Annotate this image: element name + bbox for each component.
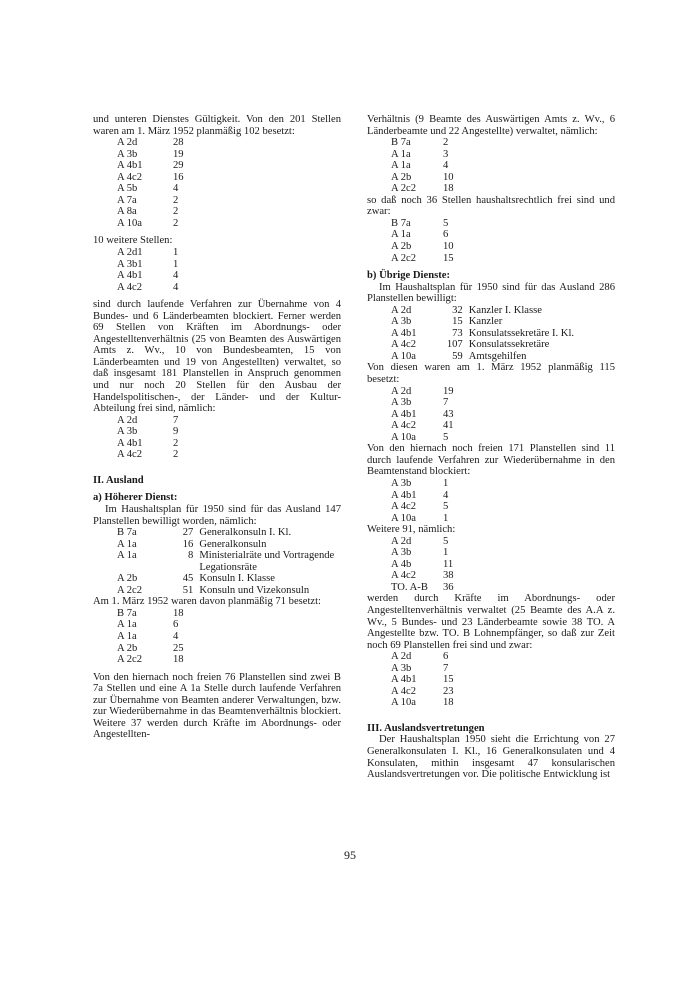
count-cell: 4 [173,281,179,293]
staff-table [117,527,341,596]
count-cell: 1 [443,547,449,559]
salary-group-cell: A 3b [391,662,412,674]
table-row [117,619,207,631]
count-cell: 4 [443,489,449,501]
count-cell: 18 [443,183,454,195]
description-cell: Kanzler [468,316,503,328]
paragraph: werden durch Kräfte im Abordnungs- oder Angestelltenverhältnis verwaltet (25 Beamte des A.A z. Wv., 5 Bundes- und 23 Länderbeamte sowie 38 TO. A Angestellte bzw. TO. B Lohnempfänger, so daß zur Zeit noch 69 Planstellen frei sind und zwar: [367,593,615,651]
salary-group-cell: A 5b [117,183,138,195]
count-cell: 10 [443,241,454,253]
salary-group-cell: A 3b1 [117,258,143,270]
salary-group-cell: A 2b [391,171,412,183]
subsection-heading: a) Höherer Dienst: [93,492,178,504]
table-row [117,449,207,461]
salary-group-cell: A 7a [117,194,137,206]
salary-group-cell: A 4b1 [391,327,417,339]
table-row [391,172,477,184]
salary-group-cell: A 4c2 [117,449,143,461]
description-cell: Ministerialräte und Vortragende Legationsräte [199,550,335,573]
count-cell: 107 [446,339,463,351]
salary-group-cell: A 2d [391,385,412,397]
count-cell: 1 [443,477,449,489]
table-row [117,218,207,230]
salary-group-cell: B 7a [117,527,137,539]
count-cell: 4 [173,183,179,195]
staff-table [117,415,207,461]
table-row [117,195,207,207]
table-row [117,160,207,172]
table-row [391,305,615,317]
description-cell: Konsulatssekretäre [468,339,550,351]
count-cell: 7 [173,414,179,426]
count-cell: 2 [173,217,179,229]
table-row [391,513,477,525]
salary-group-cell: B 7a [117,607,137,619]
salary-group-cell: A 4c2 [117,281,143,293]
description-cell: Kanzler I. Klasse [468,304,542,316]
salary-group-cell: A 2c2 [117,584,143,596]
table-row [391,229,477,241]
salary-group-cell: A 3b [117,426,138,438]
staff-table [391,137,477,195]
table-row [391,547,477,559]
count-cell: 36 [443,581,454,593]
description-cell: Generalkonsuln [199,538,267,550]
salary-group-cell: A 4b [391,558,412,570]
count-cell: 4 [173,270,179,282]
table-row [391,432,477,444]
salary-group-cell: A 1a [117,619,137,631]
salary-group-cell: A 4b1 [117,160,143,172]
count-cell: 59 [452,350,463,362]
table-row [391,339,615,351]
salary-group-cell: A 4b1 [391,674,417,686]
count-cell: 19 [443,385,454,397]
paragraph: Von diesen waren am 1. März 1952 planmäßig 115 besetzt: [367,362,615,386]
paragraph: Weitere 91, nämlich: [367,524,456,536]
count-cell: 7 [443,397,449,409]
count-cell: 15 [443,252,454,264]
count-cell: 25 [173,642,184,654]
salary-group-cell: A 1a [117,550,137,562]
salary-group-cell: A 2c2 [391,183,417,195]
count-cell: 9 [173,426,179,438]
salary-group-cell: A 2b [391,241,412,253]
count-cell: 1 [173,247,179,259]
count-cell: 1 [173,258,179,270]
count-cell: 73 [452,327,463,339]
count-cell: 5 [443,217,449,229]
staff-table [117,608,207,666]
table-row [117,585,341,597]
count-cell: 16 [173,171,184,183]
count-cell: 10 [443,171,454,183]
salary-group-cell: A 3b [117,148,138,160]
staff-table [391,218,477,264]
salary-group-cell: A 10a [391,512,417,524]
salary-group-cell: A 2d [391,651,412,663]
count-cell: 32 [452,304,463,316]
table-row [117,426,207,438]
section-heading: II. Ausland [93,474,144,486]
paragraph: Der Haushaltsplan 1950 sieht die Errichtung von 27 Generalkonsulaten I. Kl., 16 Generalkonsulaten und 4 Konsulaten, mithin insgesamt 47 konsularischen Auslandsvertretungen vor. Die politische Entwicklung ist [367,734,615,781]
staff-table [391,478,477,524]
staff-table [117,137,207,229]
description-cell: Generalkonsuln I. Kl. [199,527,292,539]
count-cell: 51 [182,584,194,596]
table-row [391,490,477,502]
count-cell: 8 [188,550,194,562]
table-row [117,539,341,551]
table-row [391,183,477,195]
staff-table [391,651,477,709]
salary-group-cell: A 2c2 [391,252,417,264]
count-cell: 19 [173,148,184,160]
table-row [117,654,207,666]
salary-group-cell: A 2d [117,137,138,149]
count-cell: 5 [443,535,449,547]
table-row [391,218,477,230]
count-cell: 15 [443,674,454,686]
paragraph: und unteren Dienstes Gültigkeit. Von den 201 Stellen waren am 1. März 1952 planmäßig 102 besetzt: [93,114,341,137]
table-row [391,241,477,253]
salary-group-cell: A 3b [391,397,412,409]
table-row [391,316,615,328]
subsection-heading: b) Übrige Dienste: [367,270,450,282]
count-cell: 6 [173,619,179,631]
table-row [117,415,207,427]
table-row [391,559,477,571]
left-column [93,114,341,741]
table-row [391,420,477,432]
section-heading: III. Auslandsvertretungen [367,722,485,734]
count-cell: 43 [443,408,454,420]
table-row [391,686,477,698]
count-cell: 18 [173,607,184,619]
salary-group-cell: A 4c2 [391,420,417,432]
count-cell: 23 [443,685,454,697]
staff-table [117,247,207,293]
paragraph: so daß noch 36 Stellen haushaltsrechtlich frei sind und zwar: [367,194,615,218]
salary-group-cell: A 4c2 [391,685,417,697]
count-cell: 5 [443,501,449,513]
count-cell: 11 [443,558,454,570]
salary-group-cell: A 2c2 [117,654,143,666]
count-cell: 27 [182,527,194,539]
count-cell: 2 [173,194,179,206]
table-row [117,282,207,294]
table-row [117,631,207,643]
count-cell: 3 [443,148,449,160]
right-column [367,114,615,781]
paragraph: Von den hiernach noch freien 76 Planstellen sind zwei B 7a Stellen und eine A 1a Stelle durch laufende Verfahren zur Übernahme von Beamten anderer Verwaltungen, bzw. zur Wiederübernahme in das Beamtenverhältnis blockiert. Weitere 37 werden durch Kräfte im Abordnungs- oder Angestellten- [93,671,341,741]
staff-table [391,305,615,363]
salary-group-cell: A 2d [391,535,412,547]
paragraph: sind durch laufende Verfahren zur Übernahme von 4 Bundes- und 6 Länderbeamten blockiert. Ferner werden 69 Stellen von Kräften im Abordnungs- oder Angestelltenverhältnis (25 von Beamten des Auswärtigen Amts z. Wv., 10 von Bundesbeamten, 15 von Länderbeamten und 19 von Angestellten) verwaltet, so daß insgesamt 181 Planstellen in Anspruch genommen und nur noch 20 Stellen für den Ausbau der Handelspolitischen-, der Länder- und der Kultur-Abteilung frei sind, nämlich: [93,299,341,415]
paragraph: 10 weitere Stellen: [93,235,173,247]
salary-group-cell: A 1a [117,538,137,550]
salary-group-cell: A 1a [117,630,137,642]
table-row [117,643,207,655]
salary-group-cell: A 2d [117,414,138,426]
paragraph: Im Haushaltsplan für 1950 sind für das Ausland 147 Planstellen bewilligt worden, nämlich: [93,503,341,527]
count-cell: 7 [443,662,449,674]
table-row [391,397,477,409]
description-cell: Amtsgehilfen [468,350,527,362]
salary-group-cell: A 10a [117,217,143,229]
salary-group-cell: A 4c2 [391,339,417,351]
description-cell: Konsuln und Vizekonsuln [199,584,310,596]
description-cell: Konsuln I. Klasse [199,573,275,585]
table-row [391,651,477,663]
table-row [391,149,477,161]
count-cell: 18 [173,654,184,666]
salary-group-cell: A 1a [391,148,411,160]
salary-group-cell: A 4b1 [117,270,143,282]
table-row [391,501,477,513]
salary-group-cell: A 3b [391,477,412,489]
table-row [391,582,477,594]
paragraph: Am 1. März 1952 waren davon planmäßig 71 besetzt: [93,596,321,608]
count-cell: 2 [443,137,449,149]
table-row [117,259,207,271]
count-cell: 4 [443,160,449,172]
description-cell: Konsulatssekretäre I. Kl. [468,327,575,339]
paragraph: Von den hiernach noch freien 171 Planstellen sind 11 durch laufende Verfahren zur Wiederübernahme in den Beamtenstand blockiert: [367,443,615,478]
count-cell: 2 [173,206,179,218]
table-row [117,573,341,585]
salary-group-cell: A 1a [391,160,411,172]
count-cell: 1 [443,512,449,524]
salary-group-cell: A 4b1 [391,489,417,501]
table-row [391,478,477,490]
table-row [117,247,207,259]
table-row [391,253,477,265]
count-cell: 18 [443,697,454,709]
count-cell: 4 [173,630,179,642]
table-row [117,149,207,161]
table-row [391,663,477,675]
salary-group-cell: A 4c2 [391,570,417,582]
count-cell: 6 [443,229,449,241]
salary-group-cell: B 7a [391,137,411,149]
salary-group-cell: A 3b [391,316,412,328]
count-cell: 38 [443,570,454,582]
paragraph: Verhältnis (9 Beamte des Auswärtigen Amts z. Wv., 6 Länderbeamte und 22 Angestellte) verwaltet, nämlich: [367,114,615,137]
table-row [117,270,207,282]
salary-group-cell: A 2b [117,573,138,585]
table-row [391,351,615,363]
table-row [391,674,477,686]
salary-group-cell: A 10a [391,697,417,709]
table-row [391,536,477,548]
table-row [117,438,207,450]
count-cell: 29 [173,160,184,172]
table-row [391,697,477,709]
salary-group-cell: A 4c2 [391,501,417,513]
count-cell: 15 [452,316,463,328]
salary-group-cell: A 10a [391,431,417,443]
salary-group-cell: A 1a [391,229,411,241]
salary-group-cell: A 10a [391,350,417,362]
table-row [117,137,207,149]
table-row [117,206,207,218]
salary-group-cell: A 8a [117,206,137,218]
table-row [117,608,207,620]
table-row [391,386,477,398]
staff-table [391,386,477,444]
page-number: 95 [344,848,356,862]
table-row [117,172,207,184]
table-row [117,183,207,195]
table-row [117,527,341,539]
count-cell: 41 [443,420,454,432]
table-row [391,328,615,340]
table-row [117,550,341,573]
count-cell: 2 [173,449,179,461]
salary-group-cell: A 2d [391,304,412,316]
salary-group-cell: TO. A-B [391,581,428,593]
paragraph: Im Haushaltsplan für 1950 sind für das Ausland 286 Planstellen bewilligt: [367,281,615,305]
salary-group-cell: A 4b1 [117,437,143,449]
salary-group-cell: A 3b [391,547,412,559]
count-cell: 45 [182,573,194,585]
count-cell: 28 [173,137,184,149]
table-row [391,409,477,421]
staff-table [391,536,477,594]
table-row [391,570,477,582]
salary-group-cell: A 2b [117,642,138,654]
count-cell: 5 [443,431,449,443]
table-row [391,160,477,172]
count-cell: 2 [173,437,179,449]
count-cell: 16 [182,538,194,550]
salary-group-cell: B 7a [391,217,411,229]
salary-group-cell: A 4c2 [117,171,143,183]
salary-group-cell: A 2d1 [117,247,143,259]
salary-group-cell: A 4b1 [391,408,417,420]
count-cell: 6 [443,651,449,663]
table-row [391,137,477,149]
